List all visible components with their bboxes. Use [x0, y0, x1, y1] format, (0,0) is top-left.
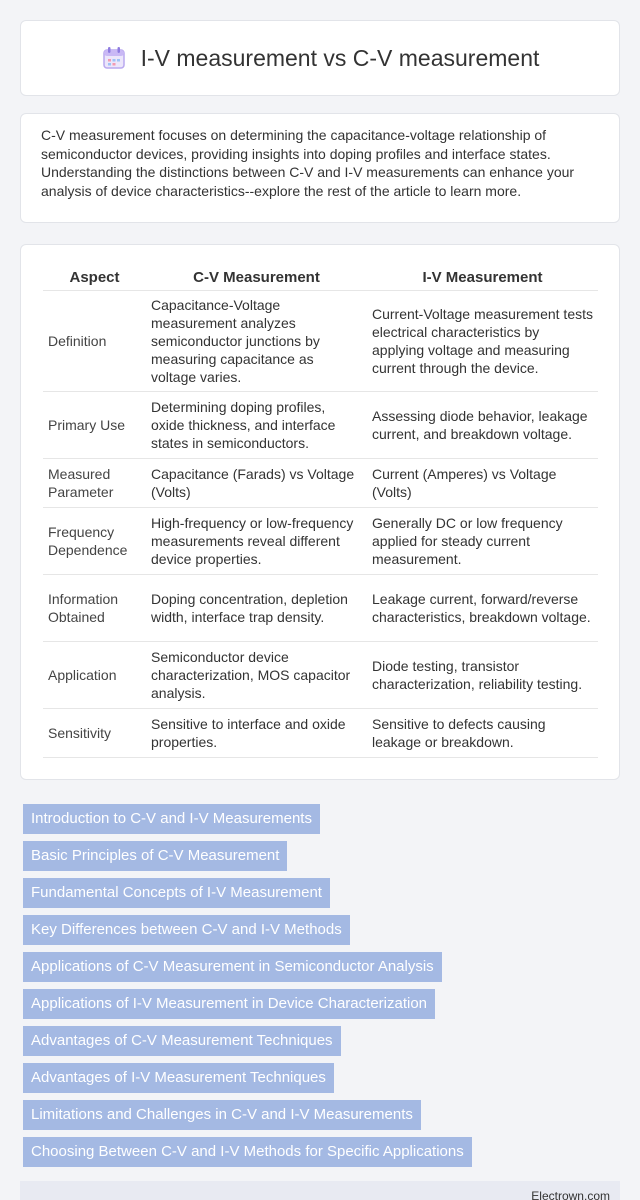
table-row: [43, 642, 598, 709]
topic-link[interactable]: Fundamental Concepts of I-V Measurement: [23, 878, 330, 908]
iv-cell: Current-Voltage measurement tests electrical characteristics by applying voltage and measuring current through the device.: [367, 291, 598, 392]
topic-link[interactable]: Applications of C-V Measurement in Semiconductor Analysis: [23, 952, 442, 982]
topic-link[interactable]: Applications of I-V Measurement in Device Characterization: [23, 989, 435, 1019]
title-card: [20, 20, 620, 96]
comparison-table: [43, 263, 598, 758]
table-row: [43, 459, 598, 508]
topic-link[interactable]: Key Differences between C-V and I-V Methods: [23, 915, 350, 945]
iv-cell: Diode testing, transistor characterization, reliability testing.: [367, 642, 598, 709]
aspect-cell: Application: [43, 642, 146, 709]
topic-links: [23, 804, 623, 1174]
header-iv: I-V Measurement: [367, 263, 598, 291]
table-header-row: [43, 263, 598, 291]
cv-cell: Doping concentration, depletion width, interface trap density.: [146, 575, 367, 642]
cv-cell: High-frequency or low-frequency measurements reveal different device properties.: [146, 508, 367, 575]
table-row: [43, 709, 598, 758]
cv-cell: Capacitance (Farads) vs Voltage (Volts): [146, 459, 367, 508]
footer-credit[interactable]: Electrown.com: [531, 1189, 610, 1200]
cv-cell: Determining doping profiles, oxide thickness, and interface states in semiconductors.: [146, 392, 367, 459]
topic-link[interactable]: Choosing Between C-V and I-V Methods for Specific Applications: [23, 1137, 472, 1167]
intro-card: [20, 113, 620, 223]
topic-link[interactable]: Advantages of C-V Measurement Techniques: [23, 1026, 341, 1056]
aspect-cell: Primary Use: [43, 392, 146, 459]
table-row: [43, 575, 598, 642]
iv-cell: Assessing diode behavior, leakage current, and breakdown voltage.: [367, 392, 598, 459]
iv-cell: Sensitive to defects causing leakage or breakdown.: [367, 709, 598, 758]
header-cv: C-V Measurement: [146, 263, 367, 291]
topic-link[interactable]: Advantages of I-V Measurement Techniques: [23, 1063, 334, 1093]
table-row: [43, 392, 598, 459]
page-title: I-V measurement vs C-V measurement: [140, 44, 540, 71]
cv-cell: Capacitance-Voltage measurement analyzes semiconductor junctions by measuring capacitance as voltage varies.: [146, 291, 367, 392]
header-aspect: Aspect: [43, 263, 146, 291]
table-row: [43, 291, 598, 392]
table-row: [43, 508, 598, 575]
aspect-cell: Frequency Dependence: [43, 508, 146, 575]
cv-cell: Sensitive to interface and oxide properties.: [146, 709, 367, 758]
topic-link[interactable]: Limitations and Challenges in C-V and I-V Measurements: [23, 1100, 421, 1130]
aspect-cell: Information Obtained: [43, 575, 146, 642]
aspect-cell: Definition: [43, 291, 146, 392]
footer: [20, 1181, 620, 1200]
aspect-cell: Sensitivity: [43, 709, 146, 758]
comparison-table-card: [20, 244, 620, 780]
aspect-cell: Measured Parameter: [43, 459, 146, 508]
topic-link[interactable]: Basic Principles of C-V Measurement: [23, 841, 287, 871]
calendar-icon: [101, 45, 127, 71]
intro-text: C-V measurement focuses on determining the capacitance-voltage relationship of semiconductor devices, providing insights into doping profiles and interface states. Understanding the distinctions between C-V and I-V measurements can enhance your analysis of device characteristics--explore the rest of the article to learn more.: [41, 127, 575, 199]
iv-cell: Generally DC or low frequency applied for steady current measurement.: [367, 508, 598, 575]
cv-cell: Semiconductor device characterization, MOS capacitor analysis.: [146, 642, 367, 709]
iv-cell: Leakage current, forward/reverse characteristics, breakdown voltage.: [367, 575, 598, 642]
iv-cell: Current (Amperes) vs Voltage (Volts): [367, 459, 598, 508]
topic-link[interactable]: Introduction to C-V and I-V Measurements: [23, 804, 320, 834]
